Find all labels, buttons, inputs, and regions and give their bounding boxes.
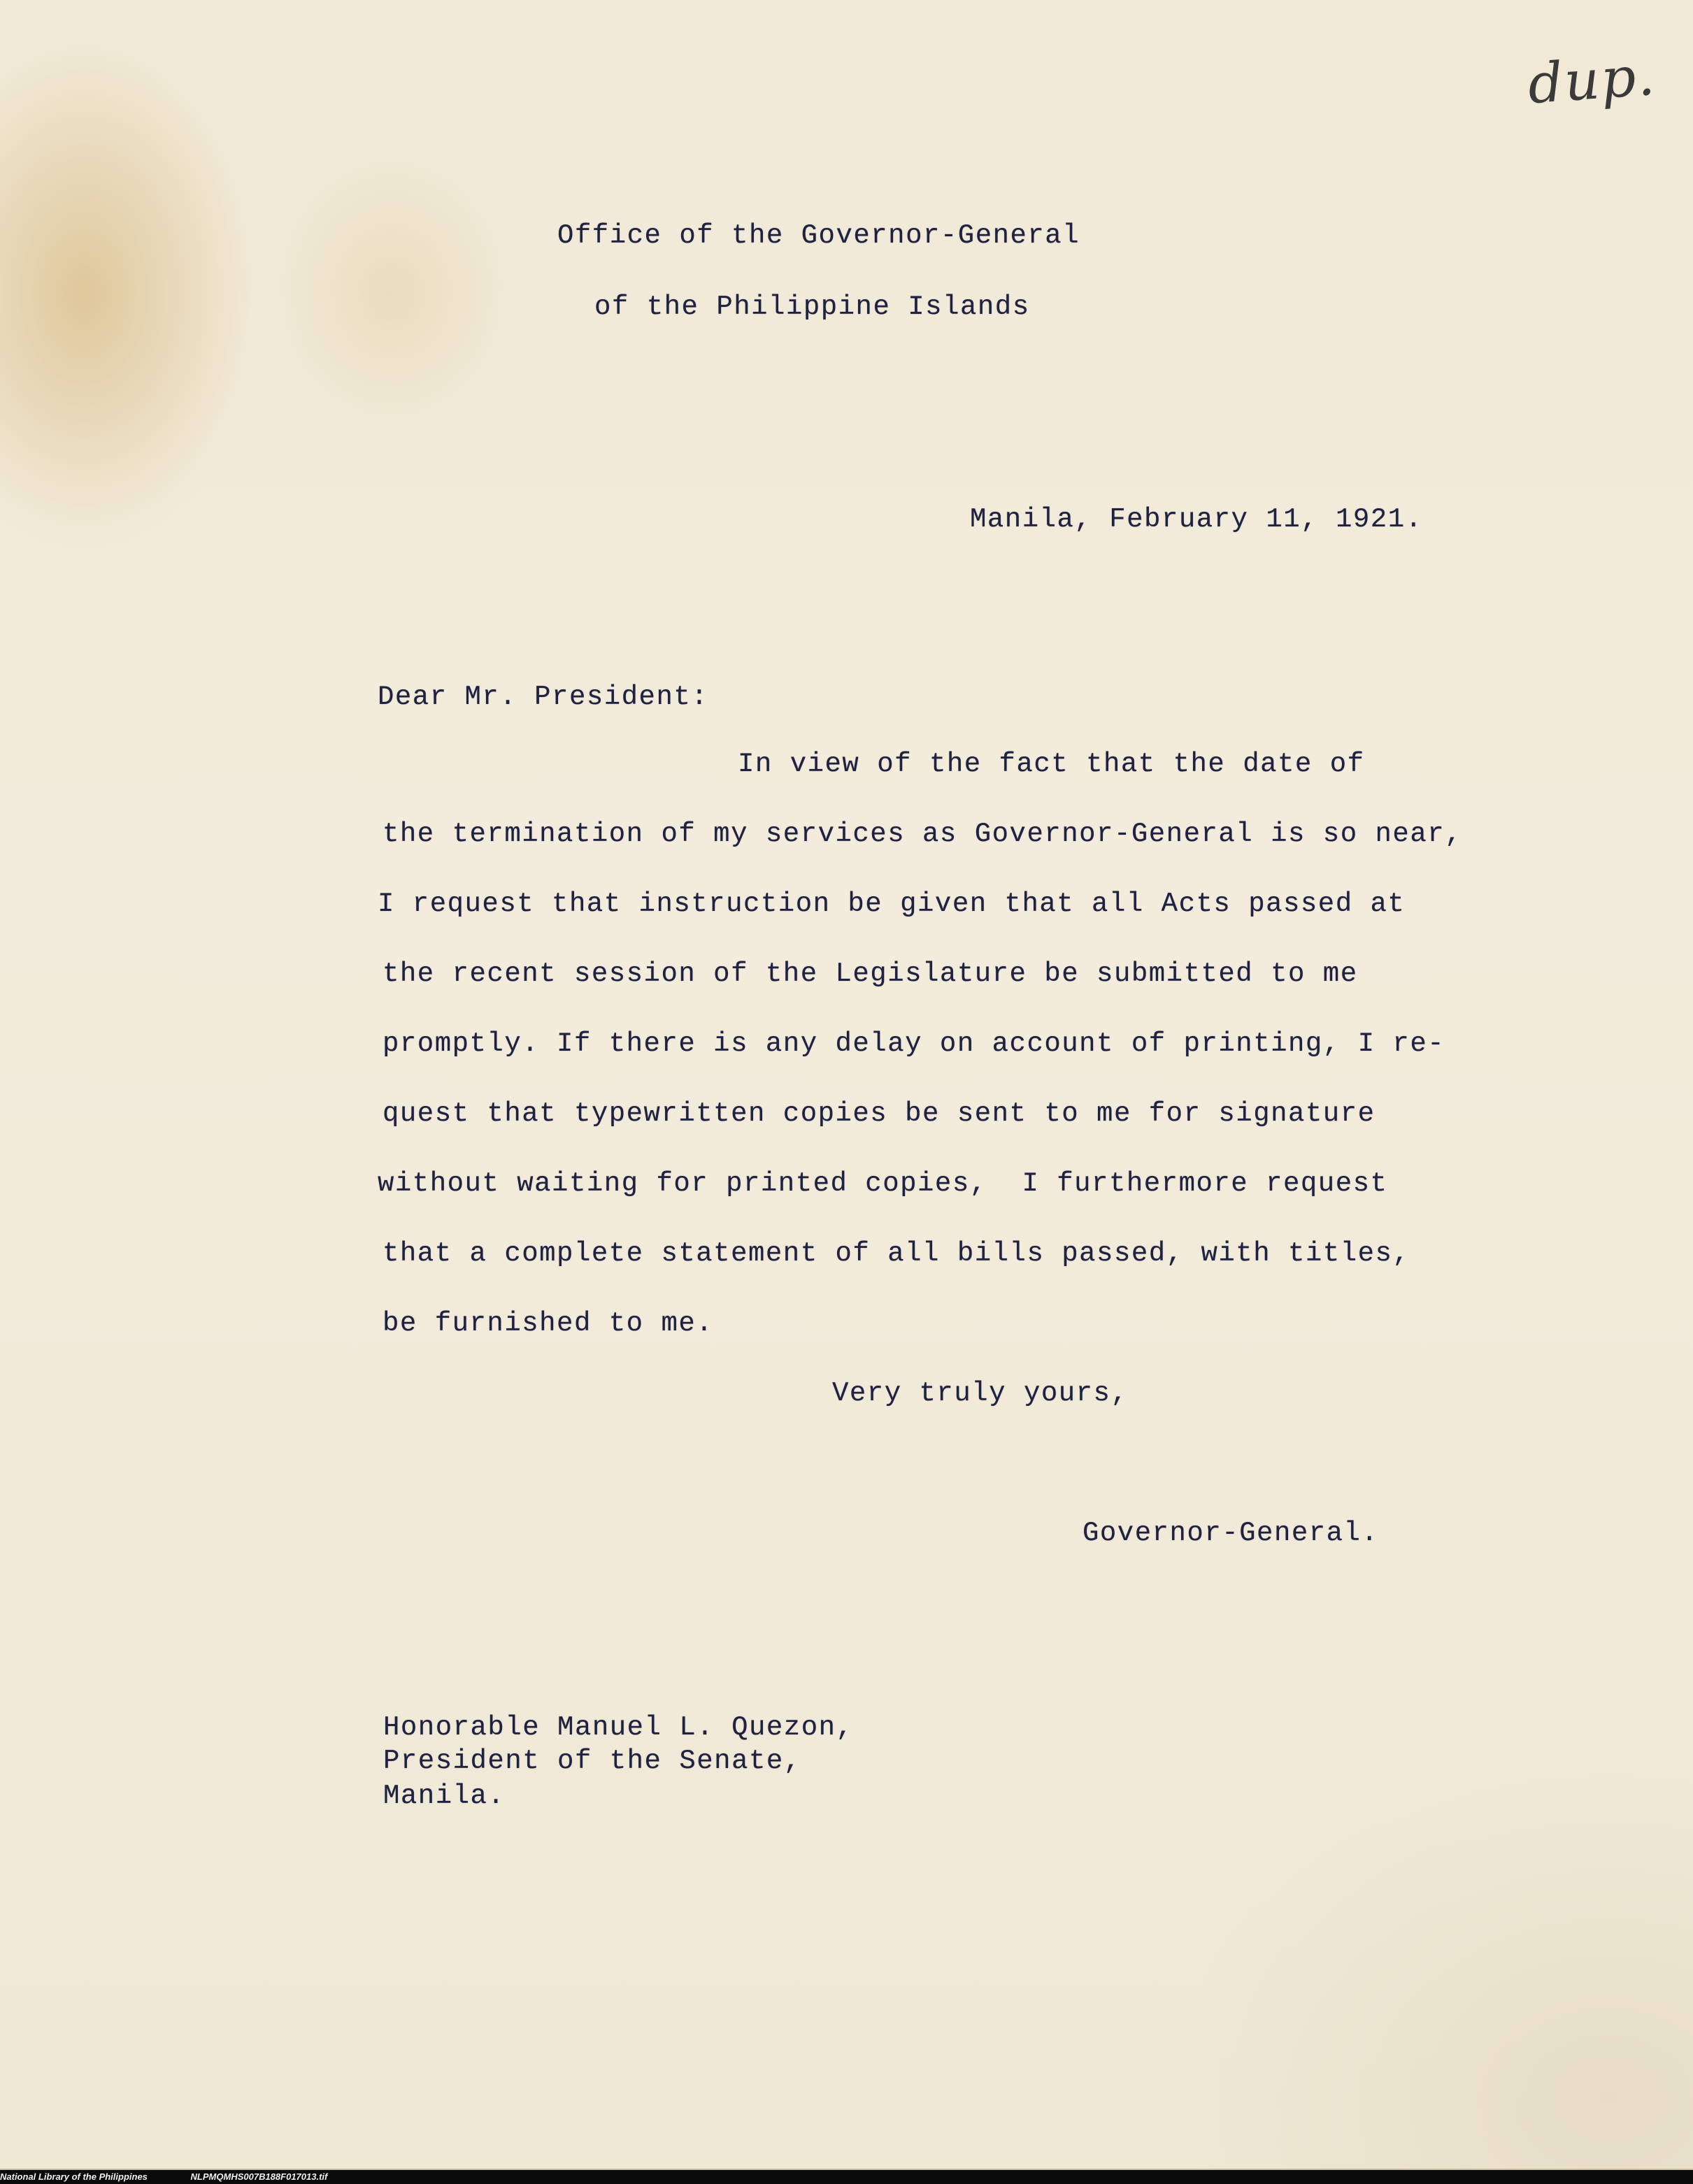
footer-institution: National Library of the Philippines <box>0 2171 148 2182</box>
letterhead-line-1: Office of the Governor-General <box>557 220 1080 251</box>
addressee-line-1: Honorable Manuel L. Quezon, <box>383 1712 854 1743</box>
addressee-line-2: President of the Senate, <box>383 1746 801 1776</box>
body-line-4: the recent session of the Legislature be submitted to me <box>383 958 1358 989</box>
dateline: Manila, February 11, 1921. <box>970 504 1423 535</box>
salutation: Dear Mr. President: <box>378 682 709 712</box>
body-line-8: that a complete statement of all bills passed, with titles, <box>383 1238 1410 1269</box>
signature-title: Governor-General. <box>1083 1518 1379 1549</box>
body-line-1: In view of the fact that the date of <box>738 749 1365 780</box>
addressee-line-3: Manila. <box>383 1781 506 1811</box>
body-line-3: I request that instruction be given that all Acts passed at <box>378 889 1406 919</box>
body-line-6: quest that typewritten copies be sent to me for signature <box>383 1098 1376 1129</box>
letterhead-line-2: of the Philippine Islands <box>594 292 1030 322</box>
footer-filename: NLPMQMHS007B188F017013.tif <box>190 2171 328 2182</box>
complimentary-close: Very truly yours, <box>832 1378 1129 1409</box>
body-line-7: without waiting for printed copies, I furthermore request <box>378 1168 1388 1199</box>
body-line-2: the termination of my services as Governor-General is so near, <box>383 819 1463 849</box>
handwritten-annotation: dup. <box>1526 44 1658 117</box>
body-line-5: promptly. If there is any delay on account of printing, I re- <box>383 1028 1445 1059</box>
body-line-9: be furnished to me. <box>383 1308 714 1339</box>
archive-footer <box>0 2170 1693 2184</box>
